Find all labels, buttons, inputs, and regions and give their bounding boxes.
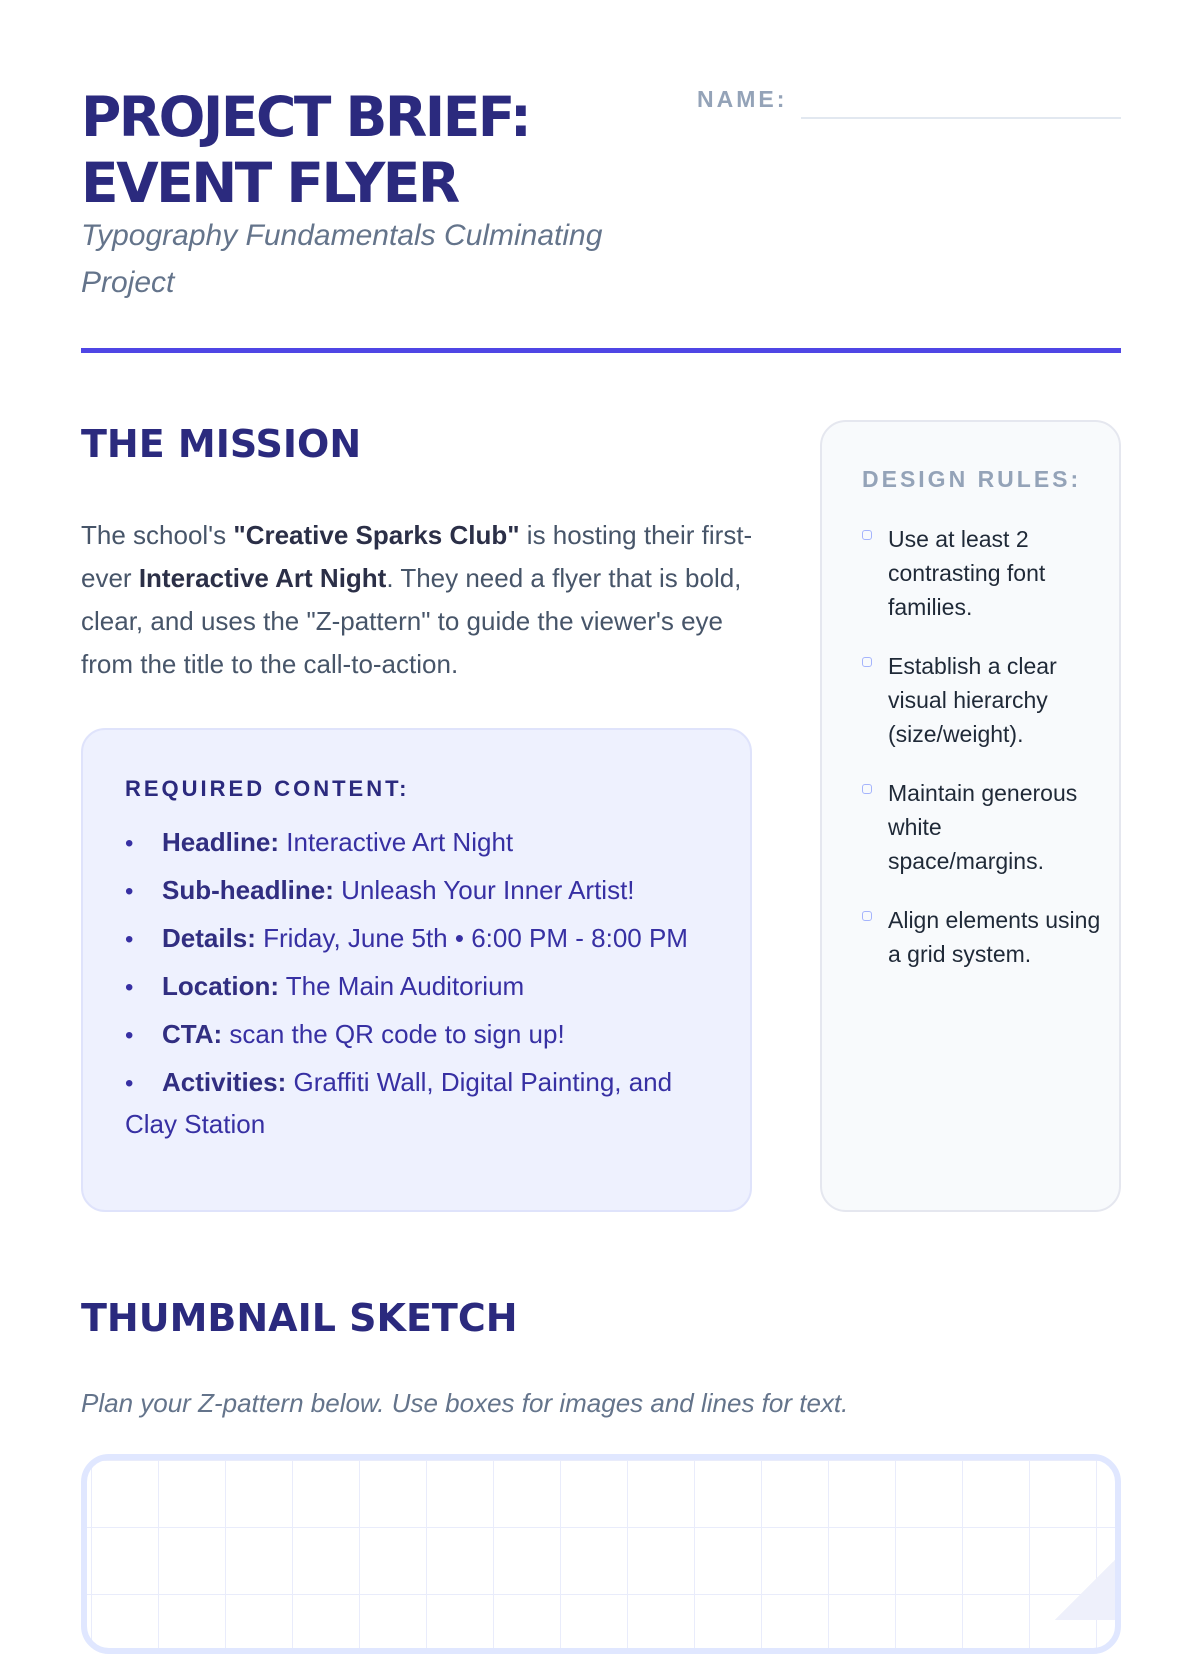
bullet-icon: • [125, 1022, 134, 1049]
list-item [862, 649, 1102, 751]
rule-text: Align elements using a grid system. [888, 907, 1101, 967]
thumbnail-instructions: Plan your Z-pattern below. Use boxes for images and lines for text. [81, 1388, 849, 1418]
bullet-icon: • [125, 1070, 134, 1097]
bullet-icon: • [125, 830, 134, 857]
name-write-line[interactable] [801, 117, 1121, 119]
item-label: Location: [162, 971, 279, 1001]
item-value: The Main Auditorium [279, 971, 525, 1001]
item-label: Sub-headline: [162, 875, 334, 905]
club-name: "Creative Sparks Club" [233, 520, 520, 550]
checkbox-icon [862, 657, 872, 667]
page-curl-decoration [1055, 1560, 1115, 1620]
design-rules-list [862, 522, 1102, 996]
list-item [862, 522, 1102, 624]
list-item [125, 870, 715, 912]
mission-text-1: The school's [81, 520, 234, 550]
design-rules-title: DESIGN RULES: [862, 466, 1082, 492]
mission-text-3: . They need a flyer that is bold, clear, and uses the "Z-pattern" to guide the viewer's eye from the title to the call-to-action. [81, 563, 742, 679]
rule-text: Maintain generous white space/margins. [888, 780, 1078, 874]
sketch-grid-area[interactable] [81, 1454, 1121, 1654]
name-field-group [697, 84, 1121, 124]
required-content-title: REQUIRED CONTENT: [125, 776, 410, 801]
mission-paragraph [81, 514, 761, 686]
list-item [125, 966, 715, 1008]
thumbnail-heading: THUMBNAIL SKETCH [81, 1296, 518, 1340]
required-content-list [125, 822, 715, 1150]
required-content-box [81, 728, 752, 1212]
item-value: scan the QR code to sign up! [222, 1019, 565, 1049]
checkbox-icon [862, 530, 872, 540]
item-value: Graffiti Wall, Digital Painting, and Clay Station [125, 1067, 673, 1139]
rule-text: Establish a clear visual hierarchy (size/weight). [888, 653, 1057, 747]
item-label: Activities: [162, 1067, 287, 1097]
list-item [862, 903, 1102, 971]
name-label: NAME: [697, 86, 788, 112]
mission-text-2: is hosting their first-ever [81, 520, 753, 593]
list-item [862, 776, 1102, 878]
event-name: Interactive Art Night [138, 563, 387, 593]
page-subtitle: Typography Fundamentals Culminating Project [81, 219, 603, 299]
item-value: Interactive Art Night [279, 827, 514, 857]
title-line-2: EVENT FLYER [81, 151, 458, 215]
list-item [125, 1014, 715, 1056]
bullet-icon: • [125, 974, 134, 1001]
design-rules-box [820, 420, 1121, 1212]
list-item [125, 1062, 715, 1144]
mission-heading: THE MISSION [81, 422, 362, 466]
rule-text: Use at least 2 contrasting font families. [888, 526, 1046, 620]
checkbox-icon [862, 911, 872, 921]
list-item [125, 822, 715, 864]
item-label: Details: [162, 923, 256, 953]
bullet-icon: • [125, 926, 134, 953]
item-value: Unleash Your Inner Artist! [333, 875, 635, 905]
header-divider [81, 348, 1121, 353]
page-title [81, 84, 681, 216]
item-value: Friday, June 5th • 6:00 PM - 8:00 PM [255, 923, 688, 953]
bullet-icon: • [125, 878, 134, 905]
title-line-1: PROJECT BRIEF: [81, 85, 530, 149]
checkbox-icon [862, 784, 872, 794]
list-item [125, 918, 715, 960]
item-label: Headline: [162, 827, 280, 857]
item-label: CTA: [162, 1019, 223, 1049]
